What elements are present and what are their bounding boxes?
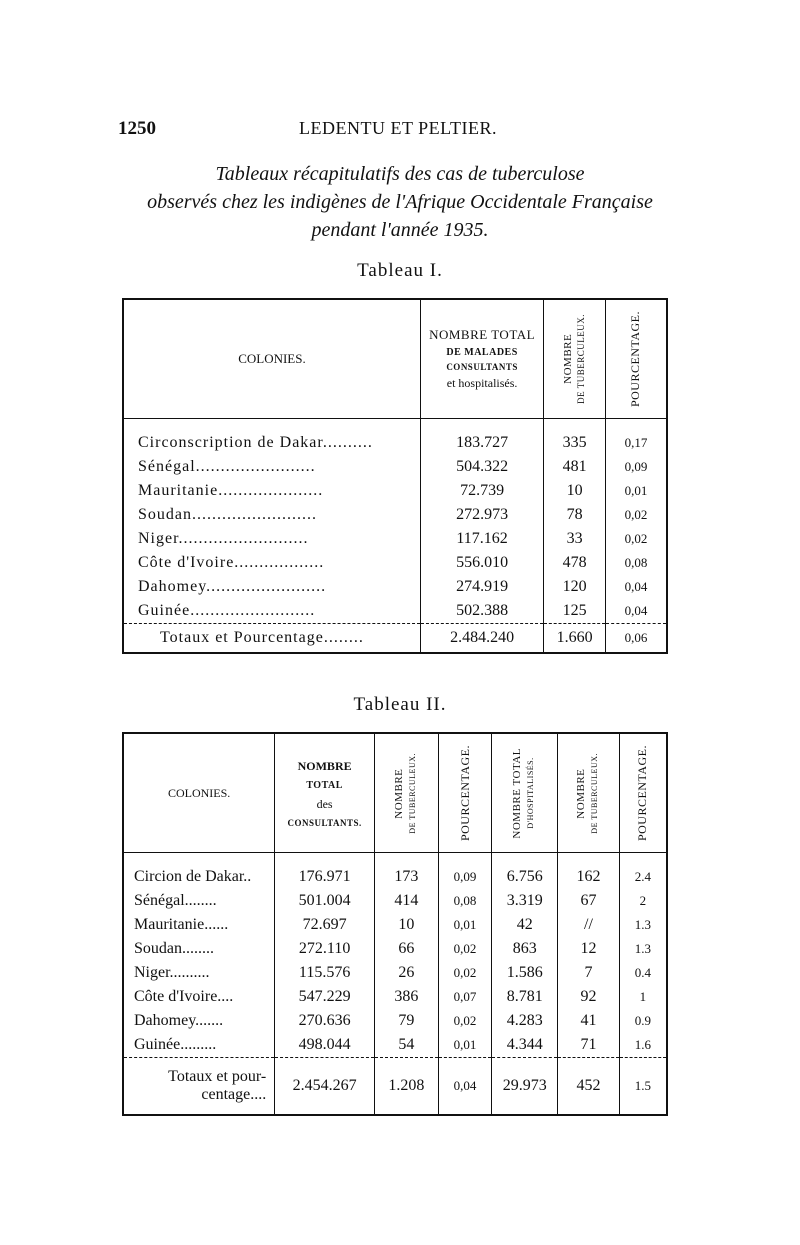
col-tuberculeux-2 <box>558 733 620 853</box>
consult-value: 498.044 <box>275 1033 375 1058</box>
tuberc1-label-2: DE TUBERCULEUX. <box>407 752 417 834</box>
totals-label: Totaux et Pourcentage........ <box>123 624 420 654</box>
tuberc-label-2: DE TUBERCULEUX. <box>575 314 586 404</box>
col-tuberculeux-1 <box>374 733 438 853</box>
table2 <box>122 732 668 1116</box>
colony-name: Sénégal........................ <box>138 458 316 475</box>
col-colonies: COLONIES. <box>123 733 275 853</box>
consult-label-2: TOTAL <box>306 779 343 791</box>
colony-name: Circion de Dakar.. <box>134 868 252 885</box>
totals-label-1: Totaux et pour- <box>168 1068 267 1085</box>
colony-name: Mauritanie..................... <box>138 482 324 499</box>
colony-name: Niger.......................... <box>138 530 309 547</box>
running-header <box>118 118 678 144</box>
tuberc1-value: 414 <box>374 889 438 913</box>
pct-value: 0,04 <box>605 575 667 599</box>
hosp-value: 6.756 <box>492 865 558 889</box>
table-row <box>123 1033 667 1058</box>
tuberc-value: 120 <box>544 575 606 599</box>
pct1-value: 0,02 <box>438 1009 492 1033</box>
hosp-label-1: NOMBRE TOTAL <box>511 747 524 839</box>
tuberc2-value: 92 <box>558 985 620 1009</box>
colony-name: Mauritanie...... <box>134 916 229 933</box>
page-number: 1250 <box>118 118 156 139</box>
colony-name: Dahomey........................ <box>138 578 327 595</box>
col-hospitalises <box>492 733 558 853</box>
pct-value: 0,01 <box>605 479 667 503</box>
colony-name: Sénégal........ <box>134 892 217 909</box>
totals-hosp: 29.973 <box>492 1058 558 1116</box>
tuberc2-label-1: NOMBRE <box>574 767 587 819</box>
totals-pct: 0,06 <box>605 624 667 654</box>
hosp-value: 3.319 <box>492 889 558 913</box>
table-row <box>123 527 667 551</box>
consult-label-1: NOMBRE <box>297 758 352 773</box>
tuberc-value: 125 <box>544 599 606 624</box>
tuberc2-value: // <box>558 913 620 937</box>
colony-name: Dahomey....... <box>134 1012 224 1029</box>
hosp-value: 1.586 <box>492 961 558 985</box>
pct2-value: 2 <box>619 889 667 913</box>
totals-row <box>123 624 667 654</box>
pct2-value: 1.6 <box>619 1033 667 1058</box>
totals-total: 2.484.240 <box>420 624 543 654</box>
tuberc-value: 78 <box>544 503 606 527</box>
total-value: 117.162 <box>420 527 543 551</box>
table-row <box>123 551 667 575</box>
tuberc-value: 335 <box>544 431 606 455</box>
pct-value: 0,09 <box>605 455 667 479</box>
table-row <box>123 865 667 889</box>
pct-value: 0,08 <box>605 551 667 575</box>
tuberc2-value: 71 <box>558 1033 620 1058</box>
caption <box>110 160 690 244</box>
col-pourcentage <box>605 299 667 419</box>
pct1-label: POURCENTAGE. <box>457 744 472 842</box>
table-row <box>123 431 667 455</box>
caption-line-3: pendant l'année 1935. <box>311 219 489 241</box>
consult-value: 501.004 <box>275 889 375 913</box>
tuberc2-value: 12 <box>558 937 620 961</box>
pct2-label: POURCENTAGE. <box>635 744 650 842</box>
colony-name: Soudan........ <box>134 940 214 957</box>
tuberc1-label-1: NOMBRE <box>392 767 405 819</box>
pct2-value: 2.4 <box>619 865 667 889</box>
pct2-value: 0.4 <box>619 961 667 985</box>
table-row <box>123 599 667 624</box>
table-row <box>123 503 667 527</box>
table-row <box>123 575 667 599</box>
tuberc1-value: 173 <box>374 865 438 889</box>
colony-name: Guinée......... <box>134 1036 217 1053</box>
pct2-value: 1 <box>619 985 667 1009</box>
tuberc1-value: 79 <box>374 1009 438 1033</box>
pct-value: 0,17 <box>605 431 667 455</box>
hosp-value: 8.781 <box>492 985 558 1009</box>
totals-row <box>123 1058 667 1116</box>
consult-value: 115.576 <box>275 961 375 985</box>
table-row <box>123 455 667 479</box>
total-value: 72.739 <box>420 479 543 503</box>
table2-title: Tableau II. <box>353 694 447 715</box>
colony-name: Côte d'Ivoire.................. <box>138 554 325 571</box>
pct-label: POURCENTAGE. <box>628 310 643 408</box>
pct1-value: 0,08 <box>438 889 492 913</box>
hosp-value: 863 <box>492 937 558 961</box>
colony-name: Circonscription de Dakar.......... <box>138 434 373 451</box>
total-label-4: et hospitalisés. <box>446 376 518 390</box>
tuberc-label-1: NOMBRE <box>561 333 574 385</box>
tuberc1-value: 54 <box>374 1033 438 1058</box>
consult-label-3: des <box>316 796 333 811</box>
hosp-value: 42 <box>492 913 558 937</box>
total-value: 183.727 <box>420 431 543 455</box>
table1 <box>122 298 668 654</box>
tuberc1-value: 10 <box>374 913 438 937</box>
colony-name: Soudan......................... <box>138 506 317 523</box>
table-row <box>123 889 667 913</box>
pct2-value: 1.3 <box>619 913 667 937</box>
tuberc1-value: 26 <box>374 961 438 985</box>
tuberc-value: 478 <box>544 551 606 575</box>
total-value: 504.322 <box>420 455 543 479</box>
totals-tuberc1: 1.208 <box>374 1058 438 1116</box>
pct-value: 0,02 <box>605 527 667 551</box>
tuberc1-value: 386 <box>374 985 438 1009</box>
tuberc2-value: 7 <box>558 961 620 985</box>
consult-value: 547.229 <box>275 985 375 1009</box>
table-row <box>123 937 667 961</box>
pct1-value: 0,07 <box>438 985 492 1009</box>
tuberc2-value: 162 <box>558 865 620 889</box>
tuberc-value: 481 <box>544 455 606 479</box>
tuberc-value: 33 <box>544 527 606 551</box>
pct1-value: 0,02 <box>438 937 492 961</box>
consult-value: 272.110 <box>275 937 375 961</box>
colony-name: Niger.......... <box>134 964 210 981</box>
consult-value: 270.636 <box>275 1009 375 1033</box>
total-value: 272.973 <box>420 503 543 527</box>
col-total-malades <box>420 299 543 419</box>
table-row <box>123 479 667 503</box>
tuberc1-value: 66 <box>374 937 438 961</box>
totals-pct1: 0,04 <box>438 1058 492 1116</box>
col-tuberculeux <box>544 299 606 419</box>
pct1-value: 0,01 <box>438 913 492 937</box>
tuberc2-label-2: DE TUBERCULEUX. <box>589 752 599 834</box>
totals-consult: 2.454.267 <box>275 1058 375 1116</box>
col-consultants <box>275 733 375 853</box>
colony-name: Guinée......................... <box>138 602 316 619</box>
totals-tuberc2: 452 <box>558 1058 620 1116</box>
tuberc-value: 10 <box>544 479 606 503</box>
colony-name: Côte d'Ivoire.... <box>134 988 234 1005</box>
hosp-label-2: D'HOSPITALISÉS. <box>526 757 536 829</box>
consult-label-4: CONSULTANTS. <box>287 817 362 828</box>
table1-title: Tableau I. <box>357 260 443 281</box>
pct1-value: 0,09 <box>438 865 492 889</box>
table-row <box>123 1009 667 1033</box>
totals-label-2: centage.... <box>201 1086 267 1103</box>
pct1-value: 0,02 <box>438 961 492 985</box>
tuberc2-value: 67 <box>558 889 620 913</box>
pct1-value: 0,01 <box>438 1033 492 1058</box>
pct2-value: 1.3 <box>619 937 667 961</box>
table-row <box>123 985 667 1009</box>
totals-pct2: 1.5 <box>619 1058 667 1116</box>
pct2-value: 0.9 <box>619 1009 667 1033</box>
totals-tuberc: 1.660 <box>544 624 606 654</box>
pct-value: 0,04 <box>605 599 667 624</box>
totals-label <box>123 1058 275 1116</box>
total-value: 274.919 <box>420 575 543 599</box>
hosp-value: 4.344 <box>492 1033 558 1058</box>
total-value: 556.010 <box>420 551 543 575</box>
running-title: LEDENTU ET PELTIER. <box>299 118 497 138</box>
col-pourcentage-1 <box>438 733 492 853</box>
caption-line-2: observés chez les indigènes de l'Afrique Occidentale Française <box>147 191 653 213</box>
caption-line-1: Tableaux récapitulatifs des cas de tuberculose <box>215 163 585 185</box>
table-row <box>123 913 667 937</box>
total-label-2: DE MALADES <box>446 347 518 358</box>
total-label-3: CONSULTANTS <box>446 362 518 372</box>
pct-value: 0,02 <box>605 503 667 527</box>
consult-value: 176.971 <box>275 865 375 889</box>
total-value: 502.388 <box>420 599 543 624</box>
tuberc2-value: 41 <box>558 1009 620 1033</box>
table1-header-row <box>123 299 667 419</box>
consult-value: 72.697 <box>275 913 375 937</box>
table-row <box>123 961 667 985</box>
col-colonies: COLONIES. <box>123 299 420 419</box>
hosp-value: 4.283 <box>492 1009 558 1033</box>
total-label-1: NOMBRE TOTAL <box>429 327 536 342</box>
table2-header-row <box>123 733 667 853</box>
col-pourcentage-2 <box>619 733 667 853</box>
